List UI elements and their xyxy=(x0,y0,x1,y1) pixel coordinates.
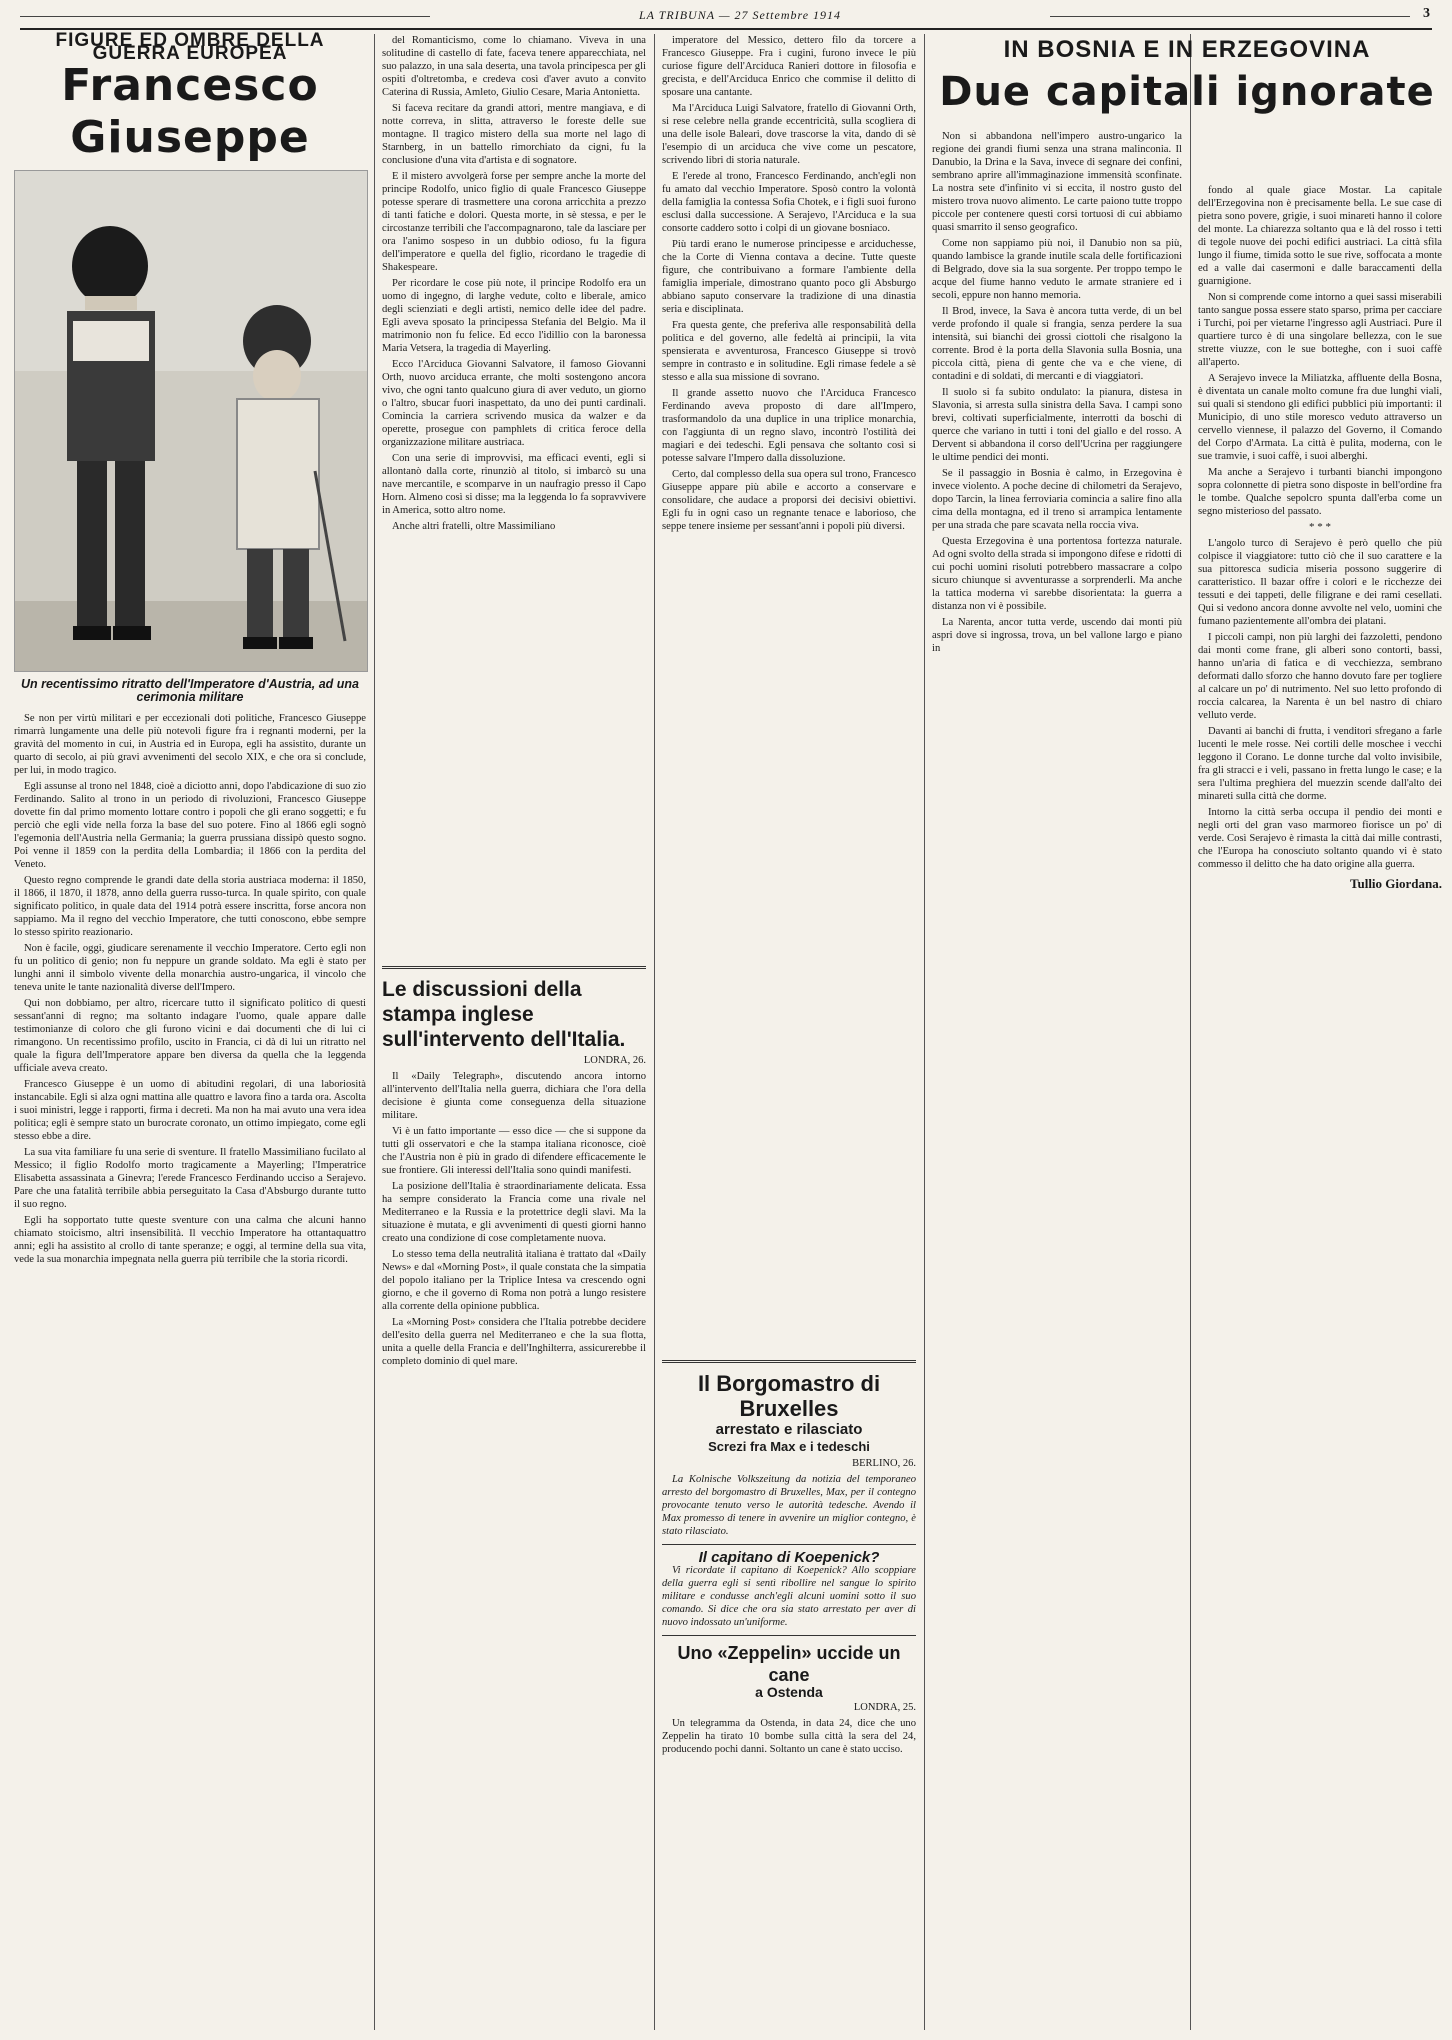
paragraph: Qui non dobbiamo, per altro, ricercare tutto il significato politico di questi sessant'anni di regno; ma soltanto indagare l'uomo, quale appare dalle testimonianze di coloro che gli furono vicini e dai documenti che di lui ci rimangono. Un recentissimo profilo, uscito in Francia, ci dà di lui un ritratto nel quale la figura dell'Imperatore appare ben diversa da quella che la leggenda ufficiale aveva creato. xyxy=(14,998,366,1074)
paragraph: Ecco l'Arciduca Giovanni Salvatore, il famoso Giovanni Orth, nuovo arciduca errante, che molti sostengono ancora vivo, che ogni tanto qualcuno giura di aver veduto, un giorno o l'altro, sbucar fuori inaspettato, da uno dei punti cardinali. Comincia la carriera scrivendo musica da walzer e da operette, prosegue con pamphlets di critica feroce della organizzazione militare austriaca. xyxy=(382,359,646,448)
page-number: 3 xyxy=(1423,6,1430,21)
column-divider xyxy=(1190,34,1191,2030)
paragraph: Lo stesso tema della neutralità italiana è trattato dal «Daily News» e dal «Morning Post», il quale constata che la simpatia del popolo italiano per la Triplice Intesa va crescendo ogni giorno, e che il governo di Roma non potrà a lungo resistere alla corrente della opinione pubblica. xyxy=(382,1249,646,1312)
article-headline: Le discussioni della stampa inglese sull'intervento dell'Italia. xyxy=(382,978,626,1051)
paragraph: Egli assunse al trono nel 1848, cioè a diciotto anni, dopo l'abdicazione di suo zio Ferdinando. Salito al trono in un periodo di rivoluzioni, Francesco Giuseppe dovette fin dal primo momento lottare contro i popoli che gli erano soggetti; e fu perciò che egli vide nella forza la base del suo potere. Fino al 1866 egli sognò l'egemonia dell'Austria nella Germania; la guerra prussiana dissipò questo sogno. Poi venne il 1859 con la perdita della Lombardia; il 1866 con la perdita del Veneto. xyxy=(14,781,367,870)
paragraph: Un telegramma da Ostenda, in data 24, dice che uno Zeppelin ha tirato 10 bombe sulla città la sera del 24, producendo pochi danni. Soltanto un cane è stato ucciso. xyxy=(662,1718,916,1755)
paragraph: Si faceva recitare da grandi attori, mentre mangiava, e di notte correva, in slitta, attraverso le foreste delle sue montagne. Il tragico mistero della sua morte nel lago di Starnberg, in un battello rimorchiato da cigni, fu la conclusione d'una vita d'artista e di sognatore. xyxy=(382,103,646,166)
paragraph: L'angolo turco di Serajevo è però quello che più colpisce il viaggiatore: tutto ciò che il suo carattere e la sua pittoresca sudicia miseria possono suggerire di caratteristico. Il bazar offre i colori e le ricchezze dei tessuti e dei tappeti, delle filigrane e dei rami cesellati. Qui si vedono ancora donne avvolte nel velo, uomini che fumano pazientemente all'ombra dei platani. xyxy=(1198,538,1442,627)
section-divider xyxy=(662,1360,916,1363)
paragraph: Non si abbandona nell'impero austro-ungarico la regione dei grandi fiumi senza una strana malinconia. Il Danubio, la Drina e la Sava, invece di segnare dei confini, sembrano aprire all'immaginazione immensità sconfinate. La nostra sete d'infinito vi si eccita, il nostro gusto del mistero trova nuovo alimento. Le carte paiono tutte troppo piccole per contenere questi corsi tortuosi di cui abbiamo quasi smarrito il senso geografico. xyxy=(932,131,1182,233)
section-stars: * * * xyxy=(1309,521,1331,533)
column-3 xyxy=(662,34,916,894)
paragraph: Vi ricordate il capitano di Koepenick? Allo scoppiare della guerra egli si sentì ribollire nel sangue lo spirito militare e condusse anch'egli alcuni uomini sotto il suo comando. Si dice che ora sia stato arrestato per aver di nuovo indossato un'uniforme. xyxy=(662,1565,916,1628)
column-divider xyxy=(924,34,925,2030)
paragraph: Con una serie di improvvisi, ma efficaci eventi, egli si allontanò dalla corte, rinunziò al titolo, si imbarcò su una nave mercantile, e scomparve in un naufragio presso il Capo Horn. Almeno così si disse; ma la leggenda lo fa sopravvivere in America, sotto altro nome. xyxy=(382,453,646,516)
photo-emperor-portrait xyxy=(14,170,368,672)
paragraph: Intorno la città serba occupa il pendio dei monti e negli orti del gran vaso marmoreo fiorisce un po' di verde. Così Serajevo è rimasta la città dai mille contrasti, che l'Europa ha conosciuto soltanto quando vi è stato commesso il delitto che ha dato origine alla guerra. xyxy=(1198,807,1442,870)
header-rule-right xyxy=(1050,16,1410,17)
paragraph: La Kolnische Volkszeitung da notizia del temporaneo arresto del borgomastro di Bruxelles, Max, per il contegno provocante tenuto verso le autorità tedesche. Avendo il Max promesso di tenere in avvenire un miglior contegno, è stato rilasciato. xyxy=(662,1474,916,1537)
dateline: BERLINO, 26. xyxy=(852,1458,916,1469)
paragraph: Certo, dal complesso della sua opera sul trono, Francesco Giuseppe appare più abile e accorto a conservare e consolidare, che audace a proporsi dei decisivi obiettivi. Egli fu in ogni caso un regnante tenace e laborioso, che seppe tenere insieme per sessant'anni i popoli più diversi. xyxy=(662,469,916,532)
paragraph: del Romanticismo, come lo chiamano. Viveva in una solitudine di castello di fate, faceva tenere apparecchiata, nel suo palazzo, in una sala deserta, una tavola principesca per gli ospiti d'oltretomba, e credeva così d'aver avuto a convito Caterina di Russia, Amleto, Giulio Cesare, Maria Antonietta. xyxy=(382,35,646,98)
paragraph: Il grande assetto nuovo che l'Arciduca Francesco Ferdinando aveva proposto di dare all'Impero, trasformandolo da una duplice in una triplice monarchia, con l'aggiunta di un regno slavo, incontrò l'ostilità dei magiari e dei tedeschi. Egli pensava che soltanto così si potesse salvare l'Impero dalla dissoluzione. xyxy=(662,388,916,464)
paragraph: Anche altri fratelli, oltre Massimiliano xyxy=(392,521,556,532)
photo-caption: Un recentissimo ritratto dell'Imperatore d'Austria, ad una cerimonia militare xyxy=(21,677,359,704)
paragraph: I piccoli campi, non più larghi dei fazzoletti, pendono dai monti come frane, gli alberi sono contorti, bassi, hanno un'aria di fatica e di vecchiezza, sembrano deformati dallo sforzo che hanno dovuto fare per togliere al calcare un po' di nutrimento. Nel suo letto profondo di roccia calcarea, la Narenta è un bel nastro di chiaro velluto verde. xyxy=(1198,632,1442,721)
paragraph: Vi è un fatto importante — esso dice — che si suppone da tutti gli osservatori e che la stampa italiana riconosce, cioè che l'Austria non è più in grado di difendere efficacemente le sue frontiere. Gli interessi dell'Italia sono quindi manifesti. xyxy=(382,1126,646,1176)
article-headline: Due capitali ignorate xyxy=(939,69,1435,115)
paragraph: Non si comprende come intorno a quei sassi miserabili tanto sangue possa essere stato sparso, prima per cacciare i Turchi, poi per vietarne l'ingresso agli Austriaci. Pure il quartiere turco è di una singolare bellezza, con le sue strette viuzze, con le sue botteghe, con i suoi caffè all'aperto. xyxy=(1198,292,1442,368)
paragraph: Davanti ai banchi di frutta, i venditori sfregano a farle lucenti le mele rosse. Nei cortili delle moschee i vecchi leggono il Corano. Le donne turche dal volto invisibile, fra gli stracci e i veli, passano in fretta lungo le case; e la sera l'ultima preghiera del muezzin scende dall'alto dei minareti sulla città che dorme. xyxy=(1198,726,1442,802)
paragraph: Fra questa gente, che preferiva alle responsabilità della politica e del governo, alle fedeltà ai principii, la vita spensierata e avventurosa, Francesco Giuseppe si trovò sempre in contrasto e in solitudine. Egli rimase fedele a sè stesso e alla sua missione di sovrano. xyxy=(662,320,916,383)
section-divider xyxy=(662,1544,916,1545)
paragraph: imperatore del Messico, dettero filo da torcere a Francesco Giuseppe. Fra i cugini, furono invece le più curiose figure dell'Arciduca Ranieri dottore in filosofia e grecista, e dell'Arciduca Enrico che commise il delitto di sposare una cantante. xyxy=(662,35,916,98)
paragraph: E l'erede al trono, Francesco Ferdinando, anch'egli non fu amato dal vecchio Imperatore. Sposò contro la volontà della famiglia la contessa Sofia Chotek, e i figli suoi furono esclusi dalla successione. A Serajevo, l'Arciduca e la sua consorte caddero sotto i colpi di un giovane bosniaco. xyxy=(662,171,916,234)
article-headline: Il capitano di Koepenick? xyxy=(698,1549,880,1566)
article-headline: Il Borgomastro di Bruxelles xyxy=(697,1371,881,1421)
paragraph: Ma anche a Serajevo i turbanti bianchi impongono sopra colonnette di pietra sono disposte in bell'ordine fra le tombe. Qualche sepolcro spunta dall'erba come un segno misterioso del passato. xyxy=(1198,467,1442,517)
newspaper-title: LA TRIBUNA — 27 Settembre 1914 xyxy=(638,8,842,22)
dateline: LONDRA, 25. xyxy=(853,1702,916,1713)
article-heading-block xyxy=(932,34,1442,118)
paragraph: Questa Erzegovina è una portentosa fortezza naturale. Ad ogni svolto della strada si impongono difese e ridotti di cui pochi uomini risoluti potrebbero massacrare a colpo sicuro chiunque si avventurasse a sorprenderli. Ma anche la tattica moderna vi sarebbe disorientata: la guerra a distanza non vi è possibile. xyxy=(932,536,1182,612)
paragraph: A Serajevo invece la Miliatzka, affluente della Bosna, è diventata un canale molto comune fra due lunghi viali, sui quali si stendono gli edifici pubblici più importanti: il Municipio, di uno stile moresco veduto attraverso un cervello viennese, il palazzo del Governo, il Comando del Corpo d'Armata. La città è pulita, moderna, con le sue tramvie, i suoi caffè, i suoi alberghi. xyxy=(1198,373,1442,462)
paragraph: La posizione dell'Italia è straordinariamente delicata. Essa ha sempre considerato la Francia come una rivale nel Mediterraneo e la Russia e la protettrice degli slavi. Ma la situazione è mutata, e gli avvenimenti di questi giorni hanno creato una condizione di cose completamente nuova. xyxy=(382,1181,646,1244)
paragraph: Egli ha sopportato tutte queste sventure con una calma che alcuni hanno chiamato stoicismo, altri insensibilità. Il vecchio Imperatore ha ottantaquattro anni; egli ha assistito al crollo di tante speranze; e oggi, al termine della sua vita, vede la sua monarchia impegnata nella guerra più terribile che la storia ricordi. xyxy=(14,1215,366,1265)
paragraph: Se non per virtù militari e per eccezionali doti politiche, Francesco Giuseppe rimarrà lungamente una delle più notevoli figure fra i regnanti moderni, per la gravità del momento in cui, in Austria ed in Europa, egli ha assistito, durante un quarto di secolo, ai più gravi avvenimenti del secolo XIX, e che ora si conclude, per lui, in modo tragico. xyxy=(14,713,366,776)
paragraph: Francesco Giuseppe è un uomo di abitudini regolari, di una laboriosità instancabile. Egli si alza ogni mattina alle quattro e lavora fino a tarda ora. Ascolta i suoi ministri, legge i rapporti, firma i decreti. Ma non ha mai avuto una vera idea politica; egli è sempre stato un burocrate coronato, un ottimo impiegato, come egli stesso ebbe a dire. xyxy=(14,1079,366,1142)
paragraph: Non è facile, oggi, giudicare serenamente il vecchio Imperatore. Certo egli non fu un politico di genio; non fu neppure un grande soldato. Ma egli è stato per lunghi anni il simbolo vivente della monarchia austro-ungarica, il vincolo che teneva unite le tante nazionalità diverse dell'Impero. xyxy=(14,943,366,993)
section-divider xyxy=(382,966,646,969)
paragraph: Il «Daily Telegraph», discutendo ancora intorno all'intervento dell'Italia nella guerra, dichiara che l'ora della decisione è giunta come conseguenza della situazione militare. xyxy=(382,1071,646,1121)
article-subheadline: arrestato e rilasciato xyxy=(715,1421,863,1438)
paragraph: La «Morning Post» considera che l'Italia potrebbe decidere dell'esito della guerra nel Mediterraneo e che la sua flotta, unita a quelle della Francia e dell'Inghilterra, assicurerebbe il completo dominio di quel mare. xyxy=(382,1317,646,1367)
paragraph: fondo al quale giace Mostar. La capitale dell'Erzegovina non è precisamente bella. Le sue case di pietra sono povere, grigie, i suoi minareti hanno il colore del monte. La chiarezza soltanto qua e là del rosso i tetti di tegole nuove dei pochi edifici austriaci. La città sfila lungo il fiume, timida sotto le sue rive, soffocata a monte ed a valle dai casermoni e dalle baraccamenti della guarnigione. xyxy=(1198,185,1442,287)
article-headline: Francesco Giuseppe xyxy=(61,60,319,163)
paragraph: E il mistero avvolgerà forse per sempre anche la morte del principe Rodolfo, unico figlio di quale Francesco Giuseppe potesse sperare di trasmettere una corona arricchita a prezzo di tanti fatiche e dolori. Questa morte, in sè stessa, e per le circostanze terribili che l'accompagnarono, tale da lasciare per ora l'animo sospeso in un dubbio odioso, fu la figura dell'imperatore e quella del figlio, ricordano le tragedie di Shakespeare. xyxy=(382,171,646,273)
header-rule-left xyxy=(20,16,430,17)
column-divider xyxy=(374,34,375,2030)
paragraph: Per ricordare le cose più note, il principe Rodolfo era un uomo di ingegno, di larghe vedute, colto e liberale, amico degli scienziati e degli artisti, nemico delle idee del padre. Egli aveva sposato la principessa Stefania del Belgio. Ma il matrimonio non fu felice. Ed ecco l'idillio con la baronessa Maria Vetsera, la tragedia di Mayerling. xyxy=(382,278,646,354)
paragraph: Il suolo si fa subito ondulato: la pianura, distesa in Slavonia, si arresta sulla sinistra della Sava. I campi sono brevi, coltivati superficialmente, interrotti da boschi di querce che variano in tutti i toni del giallo e del rosso. A Dervent si abbandona il corso dell'Ucrina per raggiungere le ultime pendici dei monti. xyxy=(932,387,1182,463)
article-kicker: FIGURE ED OMBRE DELLA GUERRA EUROPEA xyxy=(55,30,325,64)
column-5 xyxy=(1198,184,1442,2034)
masthead-strip xyxy=(20,6,1432,30)
author-signature: Tullio Giordana. xyxy=(1350,876,1442,891)
article-headline: Uno «Zeppelin» uccide un cane xyxy=(677,1643,901,1685)
article-subheadline: a Ostenda xyxy=(755,1684,823,1700)
article-francesco-giuseppe xyxy=(14,30,367,2034)
article-continuation xyxy=(382,34,646,934)
article-body xyxy=(932,130,1182,655)
article-stampa-inglese xyxy=(382,958,646,2028)
paragraph: La sua vita familiare fu una serie di sventure. Il fratello Massimiliano fucilato al Messico; il figlio Rodolfo morto tragicamente a Mayerling; l'Imperatrice Elisabetta assassinata a Ginevra; l'erede Francesco Ferdinando ucciso a Serajevo. Pare che una fatalità terribile abbia perseguitato la Casa d'Absburgo durante tutto il suo regno. xyxy=(14,1147,366,1210)
column-3-lower xyxy=(662,1352,916,2028)
dateline: LONDRA, 26. xyxy=(583,1055,646,1066)
paragraph: Più tardi erano le numerose principesse e arciduchesse, che la Corte di Vienna contava a decine. Tutte queste figure, che contribuivano a formare l'ambiente della famiglia imperiale, dimostrano quanto poco gli Absburgo abbiano saputo conservare la tradizione di una dinastia seria e disciplinata. xyxy=(662,239,916,315)
column-divider xyxy=(654,34,655,2030)
paragraph: Il Brod, invece, la Sava è ancora tutta verde, di un bel verde profondo il quale si frangia, senza perdere la sua intensità, sui bianchi dei grossi ciottoli che risalgono la corrente. Brod è la porta della Slavonia sulla Bosnia, una piccola città, piena di gente che va e che viene, di contadini e di soldati, di mercanti e di viaggiatori. xyxy=(932,306,1182,382)
paragraph: Ma l'Arciduca Luigi Salvatore, fratello di Giovanni Orth, si rese celebre nella grande eccentricità, sulla scogliera di una delle isole Baleari, dove trascorse la vita, dando di sè l'esempio di un arciduca che vive come un pescatore, scrivendo libri di storia naturale. xyxy=(662,103,916,166)
article-kicker: IN BOSNIA E IN ERZEGOVINA xyxy=(1003,36,1371,63)
section-divider xyxy=(662,1635,916,1636)
paragraph: La Narenta, ancor tutta verde, uscendo dai monti più aspri dove si ingrossa, trova, un bel vallone largo e piano in xyxy=(932,617,1182,654)
article-subheadline: Screzi fra Max e i tedeschi xyxy=(708,1439,870,1454)
paragraph: Come non sappiamo più noi, il Danubio non sa più, quando lambisce la grande inutile scala delle fortificazioni di Belgrado, dove sia la sua sorgente. Per troppo tempo le acque del fiume hanno veduto le armate straniere ed i secoli, eppure non hanno memoria. xyxy=(932,238,1182,301)
photo-illustration xyxy=(15,171,367,671)
paragraph: Questo regno comprende le grandi date della storia austriaca moderna: il 1850, il 1866, il 1870, il 1878, anno della guerra russo-turca. In quale spirito, con quale significato politico, in quale data del 1914 potrà essere inscritta, forse ancora non sappiamo. Ma il regno del vecchio Imperatore, che tutti conoscono, ebbe sempre lo stesso spirito reazionario. xyxy=(14,875,366,938)
paragraph: Se il passaggio in Bosnia è calmo, in Erzegovina è invece violento. A poche decine di chilometri da Serajevo, dopo Tarcin, la linea ferroviaria comincia a salire fino alla cima della montagna, ed il treno si arrampica lentamente per una strada che pare scavata nella roccia viva. xyxy=(932,468,1182,531)
